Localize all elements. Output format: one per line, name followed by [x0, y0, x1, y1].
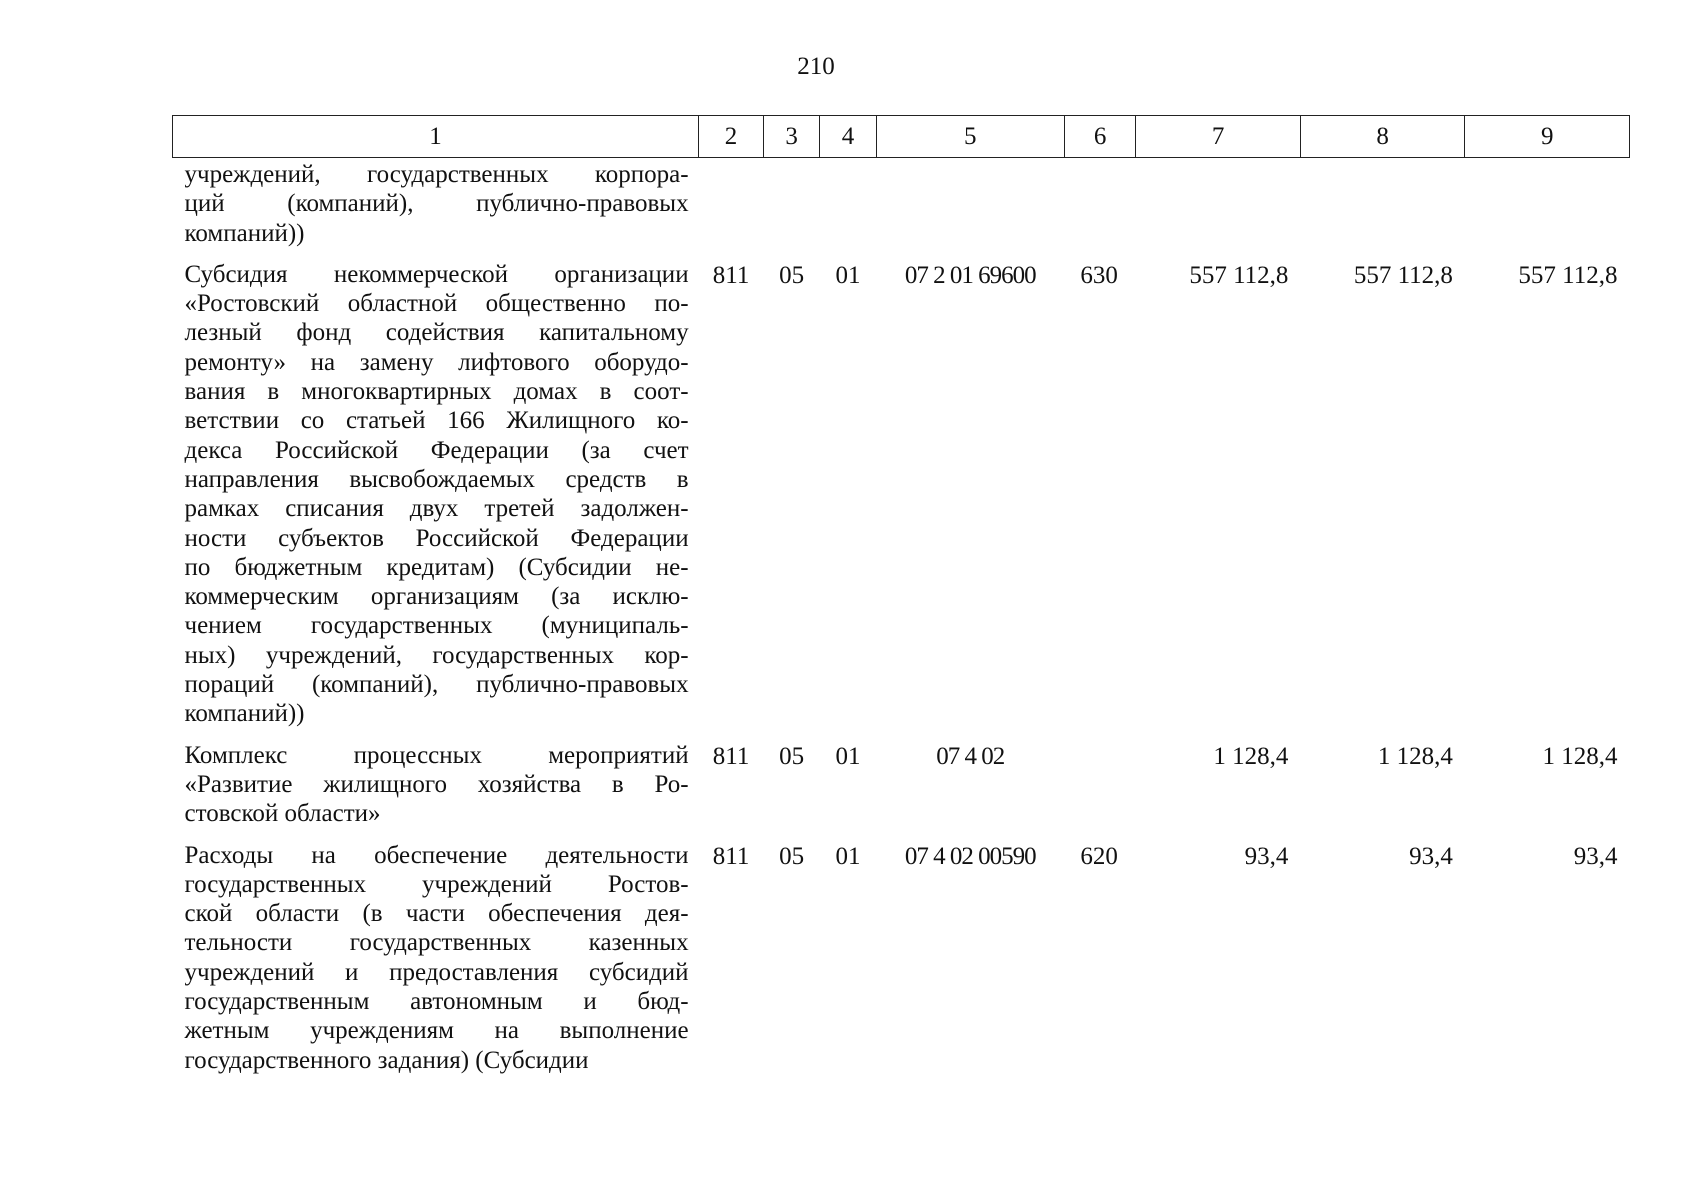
column-header: 6 — [1064, 116, 1135, 158]
description-line: ных) учреждений, государственных кор- — [184, 641, 689, 669]
column-header: 5 — [876, 116, 1064, 158]
description-line: государственного задания) (Субсидии — [184, 1046, 589, 1074]
column-header: 3 — [764, 116, 820, 158]
description-line: жетным учреждениям на выполнение — [184, 1017, 689, 1045]
table-row — [173, 158, 1630, 260]
target-article-cell: 07 4 02 — [936, 742, 1005, 770]
row-description — [173, 841, 699, 1087]
subsection-code-cell: 01 — [835, 742, 861, 770]
table-row — [173, 260, 1630, 741]
column-number-header — [173, 116, 1630, 158]
table-body — [173, 158, 1630, 1087]
column-header: 7 — [1136, 116, 1301, 158]
description-line: пораций (компаний), публично-правовых — [184, 671, 689, 699]
expense-type-cell: 630 — [1080, 261, 1118, 289]
column-header: 4 — [820, 116, 876, 158]
amount-year3-cell: 93,4 — [1573, 842, 1618, 870]
amount-year3-cell: 1 128,4 — [1542, 742, 1618, 770]
description-line: ремонту» на замену лифтового оборудо- — [184, 348, 689, 376]
row-description — [173, 741, 699, 841]
expense-type-cell — [1064, 158, 1135, 260]
budget-table — [172, 115, 1630, 1087]
description-line: компаний)) — [184, 700, 305, 728]
table-row — [173, 741, 1630, 841]
amount-year1-cell: 557 112,8 — [1189, 261, 1289, 289]
amount-year2-cell: 1 128,4 — [1377, 742, 1453, 770]
column-header: 8 — [1300, 116, 1465, 158]
description-line: тельности государственных казенных — [184, 929, 689, 957]
column-header: 9 — [1465, 116, 1630, 158]
description-line: ности субъектов Российской Федерации — [184, 524, 689, 552]
description-line: государственных учреждений Ростов- — [184, 870, 689, 898]
amount-year1-cell — [1136, 158, 1301, 260]
amount-year2-cell: 557 112,8 — [1353, 261, 1453, 289]
description-line: учреждений, государственных корпора- — [184, 161, 689, 188]
target-article-cell: 07 2 01 69600 — [904, 261, 1036, 289]
column-header: 2 — [699, 116, 764, 158]
page-number: 210 — [797, 53, 835, 80]
subsection-code-cell: 01 — [835, 842, 861, 870]
subsection-code-cell: 01 — [835, 261, 861, 289]
description-line: лезный фонд содействия капитальному — [184, 319, 689, 347]
description-line: ветствии со статьей 166 Жилищного ко- — [184, 407, 689, 435]
description-line: компаний)) — [184, 219, 305, 247]
column-header: 1 — [173, 116, 699, 158]
description-line: по бюджетным кредитам) (Субсидии не- — [184, 553, 689, 581]
description-line: коммерческим организациям (за исклю- — [184, 583, 689, 611]
table-row — [173, 841, 1630, 1087]
section-code-cell — [764, 158, 820, 260]
expense-type-cell — [1064, 741, 1135, 841]
amount-year1-cell: 93,4 — [1244, 842, 1289, 870]
ministry-code-cell: 811 — [712, 742, 750, 770]
amount-year3-cell — [1465, 158, 1630, 260]
description-line: вания в многоквартирных домах в соот- — [184, 378, 689, 406]
description-line: «Ростовский областной общественно по- — [184, 290, 689, 318]
ministry-code-cell — [699, 158, 764, 260]
description-line: Расходы на обеспечение деятельности — [184, 841, 689, 869]
row-description — [173, 158, 699, 260]
amount-year2-cell: 93,4 — [1409, 842, 1453, 870]
amount-year2-cell — [1300, 158, 1465, 260]
ministry-code-cell: 811 — [712, 261, 750, 289]
subsection-code-cell — [820, 158, 876, 260]
description-line: стовской области» — [184, 800, 381, 828]
section-code-cell: 05 — [779, 842, 805, 870]
description-line: Комплекс процессных мероприятий — [184, 741, 689, 769]
description-line: чением государственных (муниципаль- — [184, 612, 689, 640]
target-article-cell — [876, 158, 1064, 260]
description-line: рамках списания двух третей задолжен- — [184, 495, 689, 523]
ministry-code-cell: 811 — [712, 842, 750, 870]
section-code-cell: 05 — [779, 742, 805, 770]
row-description — [173, 260, 699, 741]
description-line: ций (компаний), публично-правовых — [184, 190, 689, 218]
amount-year1-cell: 1 128,4 — [1213, 742, 1289, 770]
section-code-cell: 05 — [779, 261, 805, 289]
expense-type-cell: 620 — [1080, 842, 1118, 870]
description-line: учреждений и предоставления субсидий — [184, 958, 689, 986]
amount-year3-cell: 557 112,8 — [1518, 261, 1618, 289]
description-line: ской области (в части обеспечения дея- — [184, 900, 689, 928]
description-line: направления высвобождаемых средств в — [184, 465, 689, 493]
description-line: Субсидия некоммерческой организации — [184, 260, 689, 288]
description-line: декса Российской Федерации (за счет — [184, 436, 689, 464]
description-line: «Развитие жилищного хозяйства в Ро- — [184, 770, 689, 798]
target-article-cell: 07 4 02 00590 — [904, 842, 1036, 870]
description-line: государственным автономным и бюд- — [184, 988, 689, 1016]
